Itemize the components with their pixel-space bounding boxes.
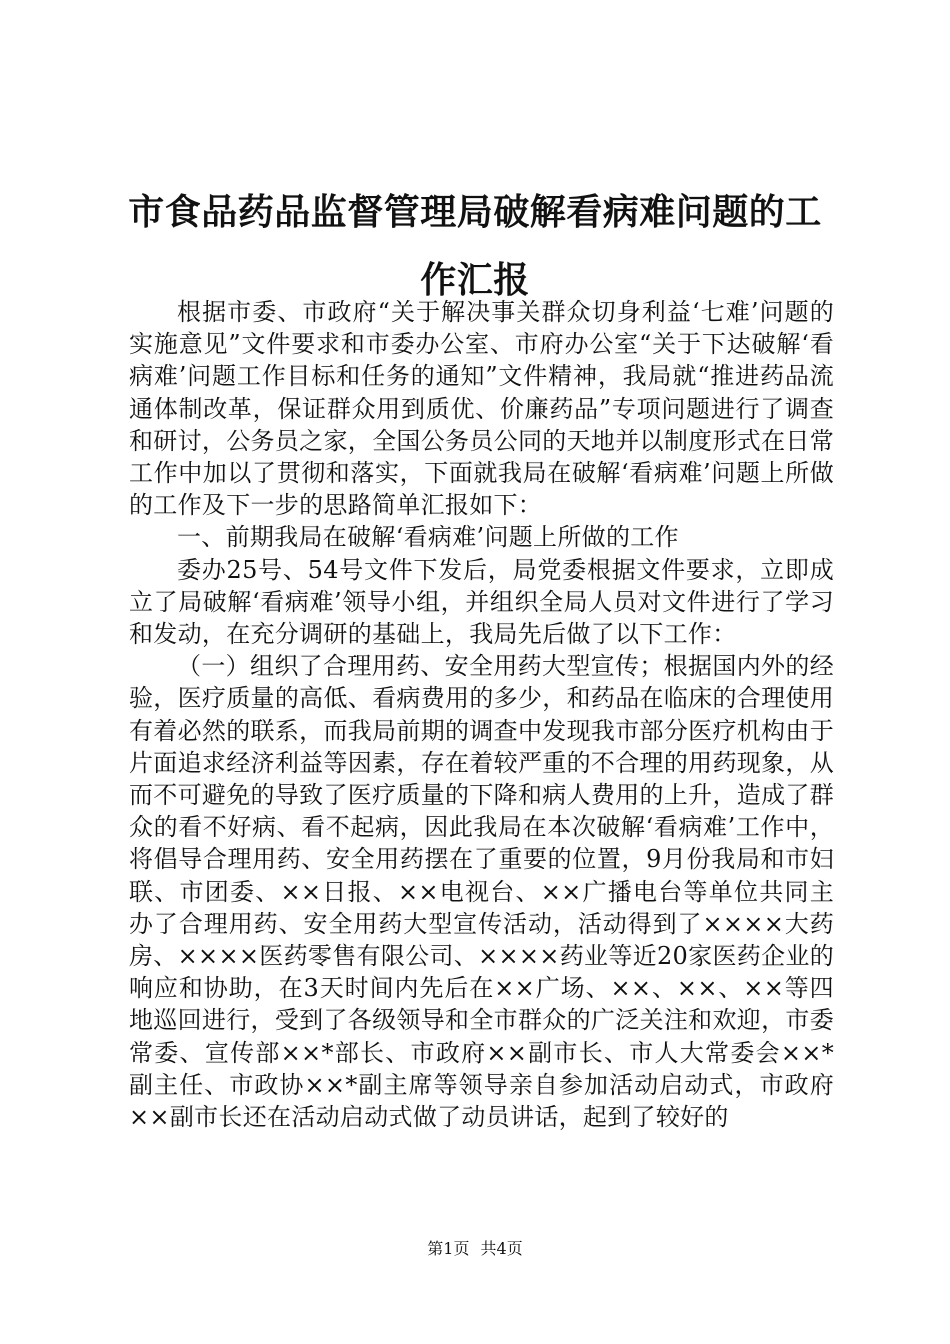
intro-paragraph: 根据市委、市政府“关于解决事关群众切身利益‘七难’问题的实施意见”文件要求和市委办公室、市府办公室“关于下达破解‘看病难’问题工作目标和任务的通知”文件精神，我局就“推进药品流通体制改革，保证群众用到质优、价廉药品”专项问题进行了调查和研讨，公务员之家，全国公务员公同的天地并以制度形式在日常工作中加以了贯彻和落实，下面就我局在破解‘看病难’问题上所做的工作及下一步的思路简单汇报如下： (129, 298, 834, 520)
document-title: 市食品药品监督管理局破解看病难问题的工作汇报 (128, 191, 822, 301)
section-heading: 一、前期我局在破解‘看病难’问题上所做的工作 (177, 523, 679, 552)
page-footer (0, 1239, 950, 1259)
page-number: 第1页 (427, 1239, 470, 1258)
document-body (129, 296, 834, 1133)
page-total: 共4页 (480, 1239, 523, 1258)
body-paragraph: 委办25号、54号文件下发后，局党委根据文件要求，立即成立了局破解‘看病难’领导小组，并组织全局人员对文件进行了学习和发动，在充分调研的基础上，我局先后做了以下工作： (129, 555, 834, 649)
body-paragraph: （一）组织了合理用药、安全用药大型宣传；根据国内外的经验，医疗质量的高低、看病费用的多少，和药品在临床的合理使用有着必然的联系，而我局前期的调查中发现我市部分医疗机构由于片面追求经济利益等因素，存在着较严重的不合理的用药现象，从而不可避免的导致了医疗质量的下降和病人费用的上升，造成了群众的看不好病、看不起病，因此我局在本次破解‘看病难’工作中，将倡导合理用药、安全用药摆在了重要的位置，9月份我局和市妇联、市团委、××日报、××电视台、××广播电台等单位共同主办了合理用药、安全用药大型宣传活动，活动得到了××××大药房、××××医药零售有限公司、××××药业等近20家医药企业的响应和协助，在3天时间内先后在××广场、××、××、××等四地巡回进行，受到了各级领导和全市群众的广泛关注和欢迎，市委常委、宣传部××*部长、市政府××副市长、市人大常委会××*副主任、市政协××*副主席等领导亲自参加活动启动式，市政府××副市长还在活动启动式做了动员讲话，起到了较好的 (129, 652, 834, 1132)
